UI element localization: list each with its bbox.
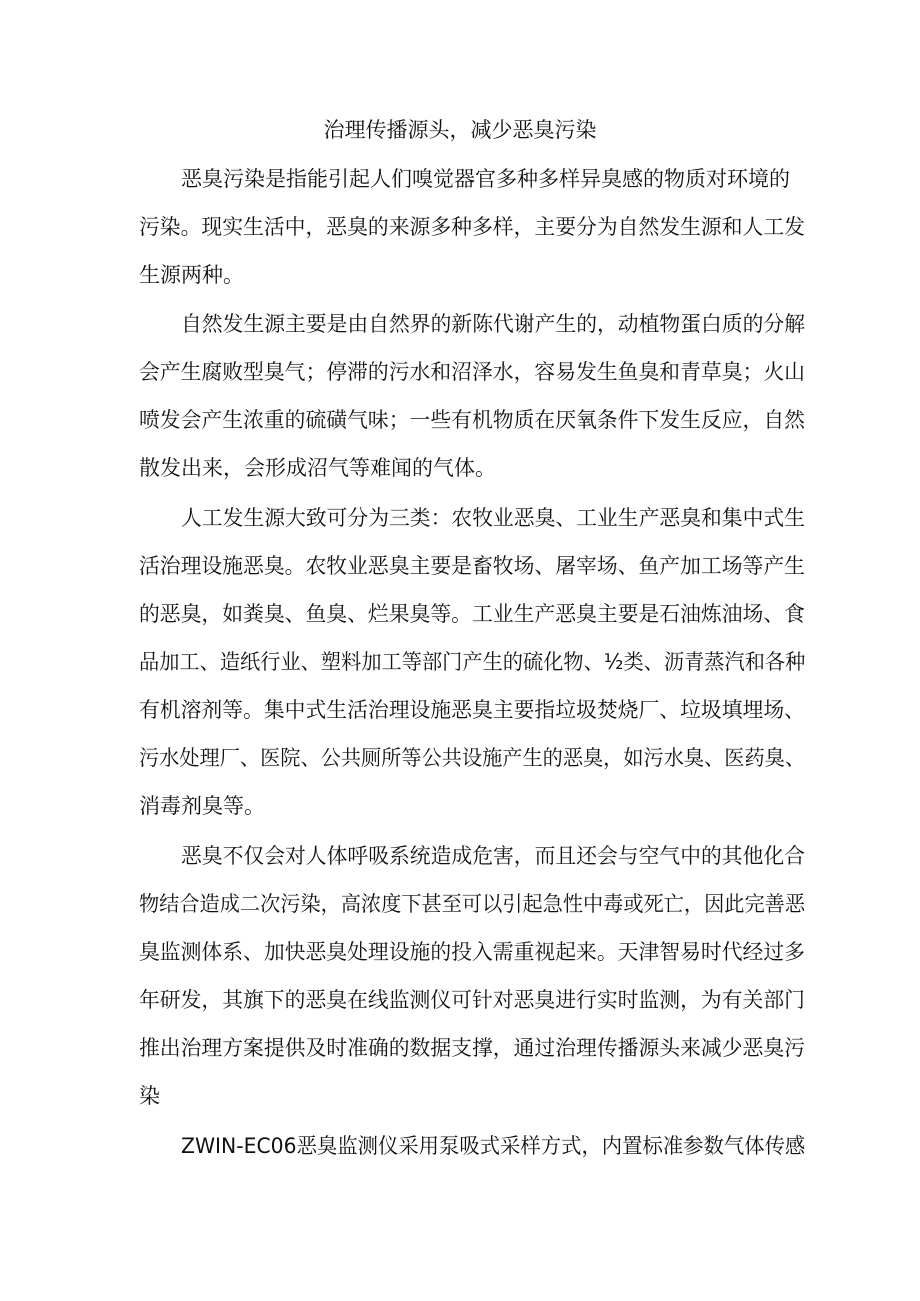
paragraph-line: 的恶臭，如粪臭、鱼臭、烂果臭等。工业生产恶臭主要是石油炼油场、食 — [139, 602, 805, 626]
paragraph-line: 有机溶剂等。集中式生活治理设施恶臭主要指垃圾焚烧厂、垃圾填埋场、 — [139, 698, 805, 722]
paragraph-line: 推出治理方案提供及时准确的数据支撑，通过治理传播源头来减少恶臭污 — [139, 1036, 805, 1060]
paragraph-line: 散发出来，会形成沼气等难闻的气体。 — [139, 456, 496, 480]
paragraph-line: 染 — [139, 1084, 160, 1108]
paragraph-line: 恶臭不仅会对人体呼吸系统造成危害，而且还会与空气中的其他化合 — [181, 844, 805, 868]
paragraph-line: 物结合造成二次污染，高浓度下甚至可以引起急性中毒或死亡，因此完善恶 — [139, 892, 805, 916]
paragraph-line: 喷发会产生浓重的硫磺气味；一些有机物质在厌氧条件下发生反应，自然 — [139, 408, 805, 432]
paragraph-line: 生源两种。 — [139, 263, 244, 287]
paragraph-line: 品加工、造纸行业、塑料加工等部门产生的硫化物、½类、沥青蒸汽和各种 — [139, 650, 806, 674]
paragraph-line: 污染。现实生活中，恶臭的来源多种多样，主要分为自然发生源和人工发 — [139, 215, 805, 239]
paragraph-line: 自然发生源主要是由自然界的新陈代谢产生的，动植物蛋白质的分解 — [181, 312, 805, 336]
paragraph-line: 臭监测体系、加快恶臭处理设施的投入需重视起来。天津智易时代经过多 — [139, 940, 805, 964]
document-title: 治理传播源头，减少恶臭污染 — [323, 118, 597, 142]
paragraph-line: 污水处理厂、医院、公共厕所等公共设施产生的恶臭，如污水臭、医药臭、 — [139, 746, 805, 770]
paragraph-line: ZWIN-EC06恶臭监测仪采用泵吸式采样方式，内置标准参数气体传感 — [181, 1134, 806, 1158]
paragraph-line: 人工发生源大致可分为三类：农牧业恶臭、工业生产恶臭和集中式生 — [181, 506, 805, 530]
paragraph-line: 恶臭污染是指能引起人们嗅觉器官多种多样异臭感的物质对环境的 — [181, 167, 790, 191]
paragraph-line: 年研发，其旗下的恶臭在线监测仪可针对恶臭进行实时监测，为有关部门 — [139, 988, 805, 1012]
paragraph-line: 消毒剂臭等。 — [139, 794, 265, 818]
paragraph-line: 会产生腐败型臭气；停滞的污水和沼泽水，容易发生鱼臭和青草臭；火山 — [139, 360, 805, 384]
paragraph-line: 活治理设施恶臭。农牧业恶臭主要是畜牧场、屠宰场、鱼产加工场等产生 — [139, 554, 805, 578]
